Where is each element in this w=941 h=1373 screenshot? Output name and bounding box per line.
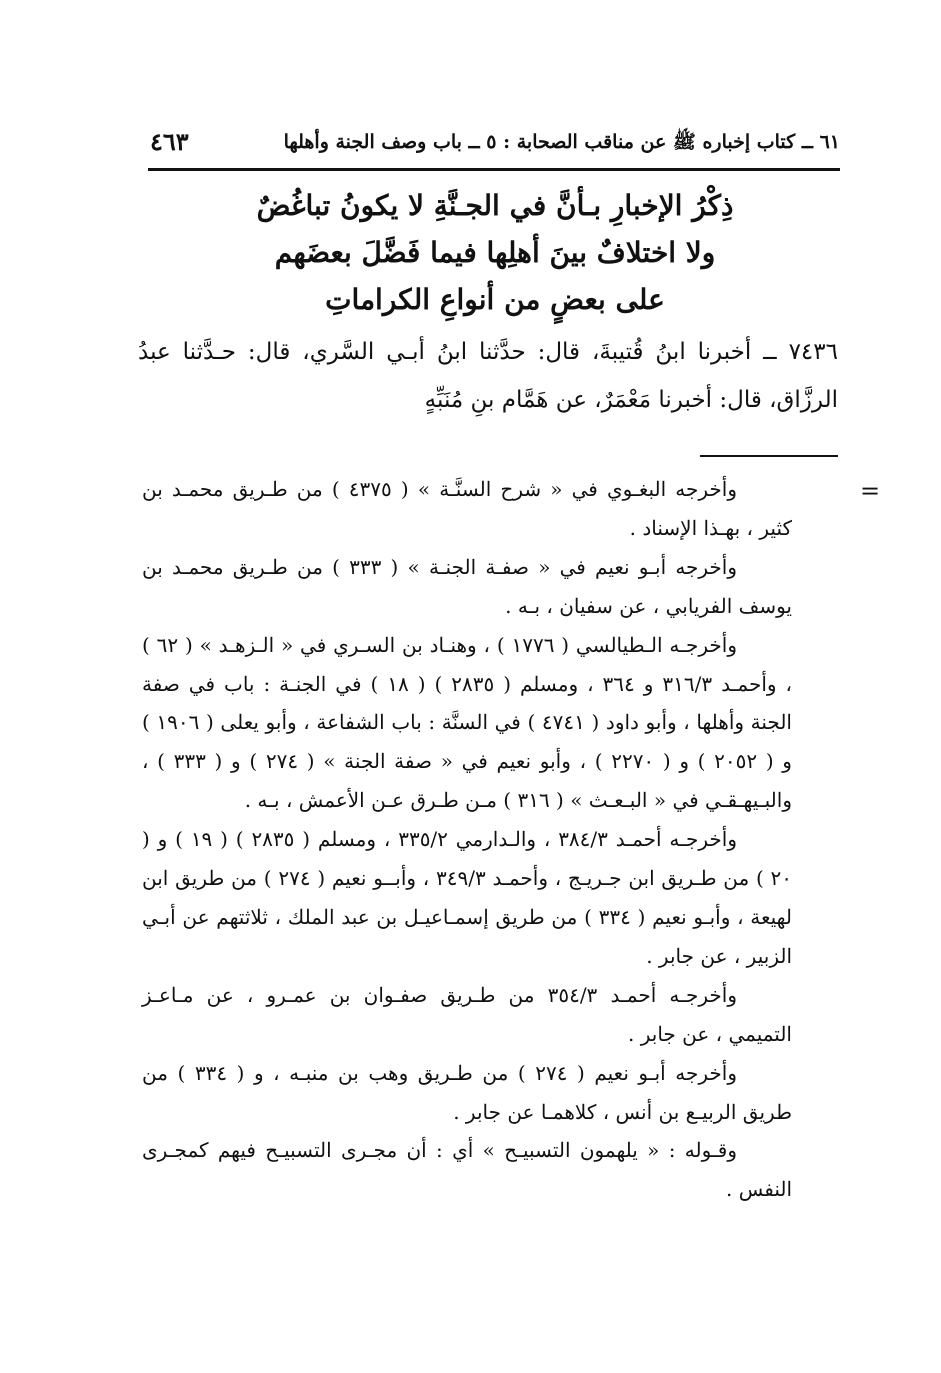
footnote-paragraph: وأخرجـه الـطيالسي ( ١٧٧٦ ) ، وهنـاد بن السـري في « الـزهـد » ( ٦٢ ) ، وأحمـد ٣١٦/٣ و ٣٦٤ ، ومسلم ( ٢٨٣٥ ) ( ١٨ ) في الجنـة : باب في صفة الجنة وأهلها ، وأبو داود ( ٤٧٤١ ) في السنَّة : باب الشفاعة ، وأبو يعلى ( ١٩٠٦ ) و ( ٢٠٥٢ ) و ( ٢٢٧٠ ) ، وأبو نعيم في « صفة الجنة » ( ٢٧٤ ) و ( ٣٣٣ ) ، والبـيهـقـي في « البـعـث » ( ٣١٦ ) مـن طـرق عـن الأعمش ، بـه . [142,632,792,813]
hadith-text: ٧٤٣٦ ــ أخبرنا ابنُ قُتيبةَ، قال: حدَّثنا ابنُ أبـي السَّري، قال: حـدَّثنا عبدُ الرزَّاق، قال: أخبرنا مَعْمَرٌ، عن هَمَّام بنِ مُنَبِّهٍ [138,339,838,413]
section-title [150,182,840,323]
footnote-paragraph: وأخرجـه أحمـد ٣٨٤/٣ ، والـدارمي ٣٣٥/٢ ، ومسلم ( ٢٨٣٥ ) ( ١٩ ) و ( ٢٠ ) من طـريق ابن جـريـج ، وأحمـد ٣٤٩/٣ ، وأبــو نعيم ( ٢٧٤ ) من طريق ابن لهيعة ، وأبـو نعيم ( ٣٣٤ ) من طريق إسمـاعيـل بن عبد الملك ، ثلاثتهم عن أبـي الزبير ، عن جابر . [142,827,792,968]
title-line-3: على بعضٍ من أنواعِ الكراماتِ [325,283,665,316]
footnote-paragraph: وأخرجه أبـو نعيم في « صفـة الجنـة » ( ٣٣٣ ) من طـريق محمـد بن يوسف الفريابي ، عن سفيان ، بـه . [142,554,792,618]
continuation-mark: = [860,477,881,505]
footnote-paragraph: وأخرجـه أحمـد ٣٥٤/٣ من طـريق صفـوان بن عمـرو ، عن مـاعـز التميمي ، عن جابر . [142,982,792,1046]
running-header [150,122,840,162]
title-line-2: ولا اختلافٌ بينَ أهلِها فيما فَضَّلَ بعضَهم [274,236,716,269]
footnote-paragraph: وأخرجه البغـوي في « شرح السنَّـة » ( ٤٣٧٥ ) من طـريق محمـد بن كثير ، بهـذا الإسناد . [142,477,792,540]
title-line-1: ذِكْرُ الإخبارِ بـأنَّ في الجـنَّةِ لا يكونُ تباغُضٌ [256,189,734,222]
footnote-paragraph: وقـوله : « يلهمون التسبيـح » أي : أن مجـرى التسبيـح فيهم كمجـرى النفس . [142,1138,792,1202]
footnote-divider [700,455,838,457]
page-number: ٤٦٣ [150,127,189,156]
chapter-title: ٦١ ــ كتاب إخباره ﷺ عن مناقب الصحابة : ٥ ــ باب وصف الجنة وأهلها [283,131,840,153]
footnote-paragraph: وأخرجه أبـو نعيم ( ٢٧٤ ) من طـريق وهب بن منبـه ، و ( ٣٣٤ ) من طريق الربيـع بن أنس ، كلاهمـا عن جابر . [142,1060,792,1124]
header-divider [148,168,840,171]
footnotes [142,470,792,1209]
